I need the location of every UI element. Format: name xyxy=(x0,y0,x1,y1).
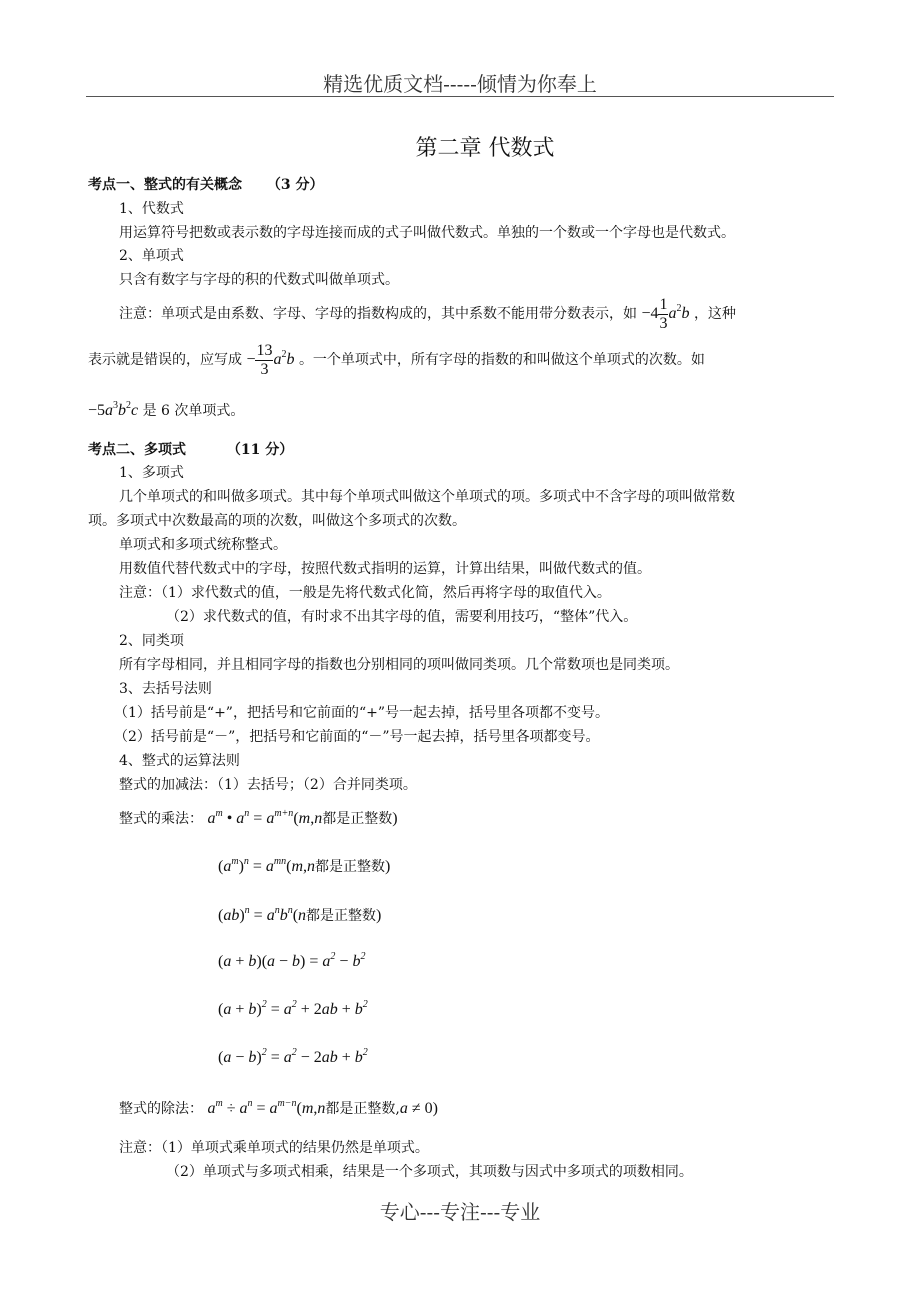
s2-item2-text: 所有字母相同，并且相同字母的指数也分别相同的项叫做同类项。几个常数项也是同类项。 xyxy=(119,657,679,673)
s2-item3-rule1: （1）括号前是“+”，把括号和它前面的“+”号一起去掉，括号里各项都不变号。 xyxy=(114,705,609,721)
page-footer: 专心---专注---专业 xyxy=(379,1200,541,1224)
mixed-number-example: −4 $\frac{1}{3}$ $a^2b$ xyxy=(641,296,690,332)
final-note1: 注意：（1）单项式乘单项式的结果仍然是单项式。 xyxy=(119,1140,429,1156)
s1-item1-title: 1、代数式 xyxy=(119,201,184,217)
s1-note-d: 。一个单项式中，所有字母的指数的和叫做这个单项式的次数。如 xyxy=(298,352,705,368)
section2-points: （11 分） xyxy=(226,442,294,458)
s2-item2-title: 2、同类项 xyxy=(119,633,184,649)
page-header: 精选优质文档-----倾情为你奉上 xyxy=(323,72,597,96)
s2-line-a: 单项式和多项式统称整式。 xyxy=(119,537,287,553)
s1-note-line2 xyxy=(88,342,705,378)
mult-label: 整式的乘法： xyxy=(119,811,203,827)
s2-item3-title: 3、去括号法则 xyxy=(119,681,212,697)
mult-formula-5 xyxy=(218,1001,368,1019)
final-note2: （2）单项式与多项式相乘，结果是一个多项式，其项数与因式中多项式的项数相同。 xyxy=(166,1164,693,1180)
mult-formula-3: $(ab)^n = a^nb^n(n$都是正整数) xyxy=(218,905,382,924)
cond-div: 都是正整数, xyxy=(325,1101,400,1117)
s1-note-line3 xyxy=(88,400,244,420)
div-formula: 整式的除法： $a^m \div a^n = a^{m-n}(m,n$都是正整数,a ≠ 0) xyxy=(119,1098,438,1117)
s1-item1-text: 用运算符号把数或表示数的字母连接而成的式子叫做代数式。单独的一个数或一个字母也是代数式。 xyxy=(119,225,735,241)
chapter-title: 第二章 代数式 xyxy=(415,136,555,161)
s2-item1-title: 1、多项式 xyxy=(119,465,184,481)
s2-note1: 注意：（1）求代数式的值，一般是先将代数式化简，然后再将字母的取值代入。 xyxy=(119,585,611,601)
section2-heading-text: 考点二、多项式 xyxy=(88,442,186,458)
cond-mn-2: 都是正整数 xyxy=(315,859,386,875)
mult-formula-4 xyxy=(218,953,365,971)
s2-add-rule: 整式的加减法：（1）去括号；（2）合并同类项。 xyxy=(119,777,417,793)
s2-item1-text-a: 几个单项式的和叫做多项式。其中每个单项式叫做这个单项式的项。多项式中不含字母的项叫做常数 xyxy=(119,489,735,505)
power-quotient-rule: $a^m \div a^n = a^{m-n}(m,n$ xyxy=(207,1098,326,1117)
s1-note-c: 表示就是错误的，应写成 xyxy=(88,352,242,368)
power-of-power-rule: $(a^m)^n = a^{mn}(m,n$ xyxy=(218,856,316,875)
section1-heading-text: 考点一、整式的有关概念 xyxy=(88,177,242,193)
degree-example: $-5a^3b^2c$ xyxy=(88,400,139,419)
div-label: 整式的除法： xyxy=(119,1101,203,1117)
power-product-rule: $a^m$ • $a^n = a^{m+n}(m,n$ xyxy=(207,808,323,827)
section1-points: （3 分） xyxy=(266,177,324,193)
mult-formula-6 xyxy=(218,1049,368,1067)
improper-fraction-example: − $\frac{13}{3}$ $a^2b$ xyxy=(246,342,295,378)
power-of-product-rule: $(ab)^n = a^nb^n(n$ xyxy=(218,905,307,924)
mult-formula-2: $(a^m)^n = a^{mn}(m,n$都是正整数) xyxy=(218,856,391,875)
section2-heading xyxy=(88,439,293,459)
s2-item1-text-b: 项。多项式中次数最高的项的次数，叫做这个多项式的次数。 xyxy=(88,513,466,529)
s2-item4-title: 4、整式的运算法则 xyxy=(119,753,240,769)
s1-note-line1 xyxy=(119,296,736,332)
s1-item2-text: 只含有数字与字母的积的代数式叫做单项式。 xyxy=(119,272,399,288)
s2-line-b: 用数值代替代数式中的字母，按照代数式指明的运算，计算出结果，叫做代数式的值。 xyxy=(119,561,651,577)
cond-n: 都是正整数 xyxy=(306,908,377,924)
square-of-sum: $(a + b)^2 = a^2 + 2ab + b^2$ xyxy=(218,999,368,1018)
s2-item3-rule2: （2）括号前是“－”，把括号和它前面的“－”号一起去掉，括号里各项都变号。 xyxy=(114,729,600,745)
s1-note-a: 注意：单项式是由系数、字母、字母的指数构成的，其中系数不能用带分数表示，如 xyxy=(119,305,637,322)
mult-formula-1: 整式的乘法： $a^m$ • $a^n = a^{m+n}(m,n$都是正整数) xyxy=(119,808,398,827)
section1-heading xyxy=(88,174,324,194)
difference-of-squares: $(a + b)(a - b) = a^2 - b^2$ xyxy=(218,951,366,970)
s1-note-b: ，这种 xyxy=(693,305,736,322)
header-divider xyxy=(86,96,834,97)
s1-item2-title: 2、单项式 xyxy=(119,248,184,264)
s1-note-e: 是 6 次单项式。 xyxy=(142,403,245,419)
square-of-difference: $(a - b)^2 = a^2 - 2ab + b^2$ xyxy=(218,1047,368,1066)
cond-mn: 都是正整数 xyxy=(322,811,393,827)
s2-note2: （2）求代数式的值，有时求不出其字母的值，需要利用技巧，“整体”代入。 xyxy=(166,609,638,625)
